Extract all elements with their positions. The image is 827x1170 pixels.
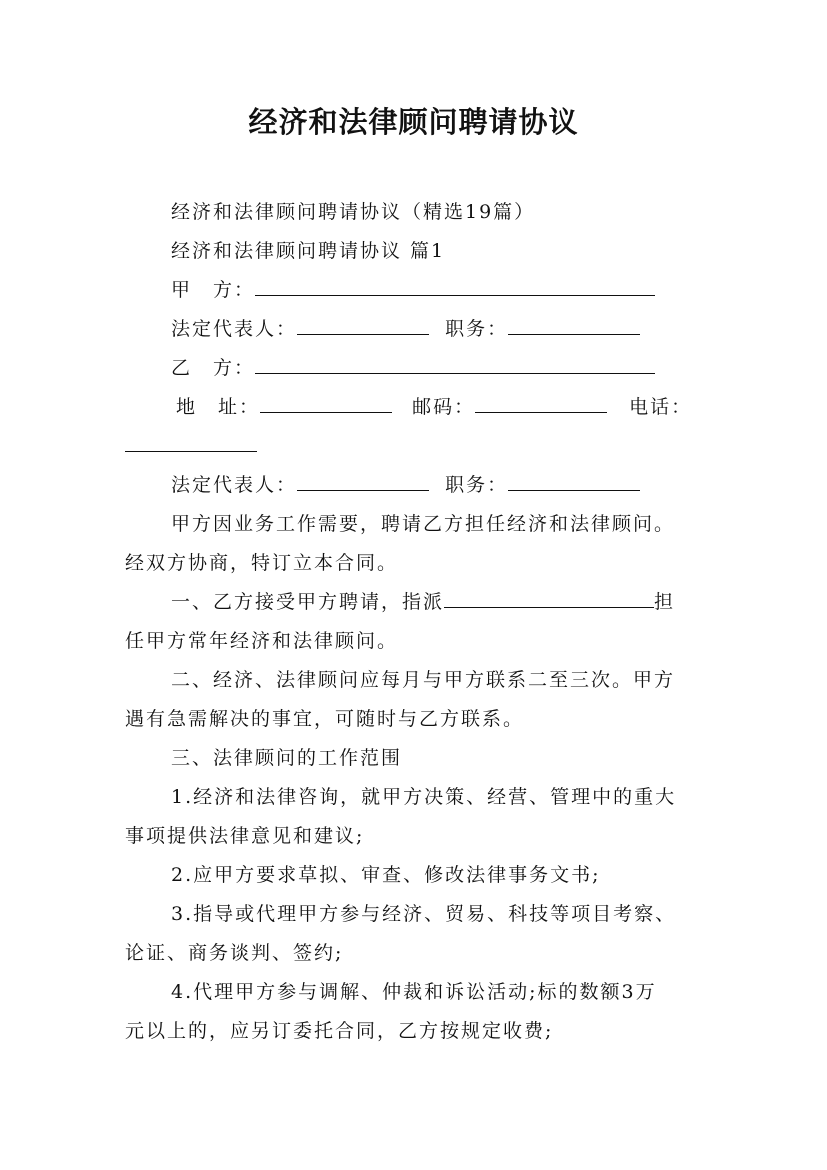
clause-1-line-1 <box>171 589 675 615</box>
item-4-line-1: 4.代理甲方参与调解、仲裁和诉讼活动;标的数额3万 <box>171 981 657 1003</box>
position-label-2: 职务： <box>445 474 509 496</box>
item-4-line-2: 元以上的，应另订委托合同，乙方按规定收费; <box>125 1020 554 1042</box>
legal-rep-label: 法定代表人： <box>171 318 298 340</box>
position-label: 职务： <box>445 318 509 340</box>
party-a-label: 甲 方： <box>171 279 256 301</box>
clause-2-line-1: 二、经济、法律顾问应每月与甲方联系二至三次。甲方 <box>171 669 676 691</box>
address-label: 地 址： <box>176 396 261 418</box>
phone-row-continued <box>125 433 257 459</box>
party-a-blank <box>255 277 655 296</box>
document-title: 经济和法律顾问聘请协议 <box>248 105 579 139</box>
clause-1-line-2: 任甲方常年经济和法律顾问。 <box>125 630 399 652</box>
clause-2-line-2: 遇有急需解决的事宜，可随时与乙方联系。 <box>125 708 525 730</box>
position-blank <box>508 316 640 335</box>
legal-rep-blank-2 <box>297 472 429 491</box>
item-3-line-2: 论证、商务谈判、签约; <box>125 942 344 964</box>
position-blank-2 <box>508 472 640 491</box>
legal-rep-row-2 <box>171 472 640 498</box>
item-2-line: 2.应甲方要求草拟、审查、修改法律事务文书; <box>171 864 601 886</box>
legal-rep-row <box>171 316 640 342</box>
intro-paragraph-line-2: 经双方协商，特订立本合同。 <box>125 552 399 574</box>
legal-rep-blank <box>297 316 429 335</box>
clause-3-heading: 三、法律顾问的工作范围 <box>171 747 403 769</box>
party-b-row <box>171 355 655 381</box>
postcode-blank <box>475 394 607 413</box>
party-b-blank <box>255 355 655 374</box>
address-row <box>176 394 692 420</box>
phone-label: 电话： <box>629 396 693 418</box>
item-3-line-1: 3.指导或代理甲方参与经济、贸易、科技等项目考察、 <box>171 903 677 925</box>
intro-paragraph-line-1: 甲方因业务工作需要，聘请乙方担任经济和法律顾问。 <box>171 513 676 535</box>
postcode-label: 邮码： <box>412 396 476 418</box>
item-1-line-2: 事项提供法律意见和建议; <box>125 825 365 847</box>
document-subtitle: 经济和法律顾问聘请协议（精选19篇） <box>171 201 536 223</box>
address-blank <box>260 394 392 413</box>
article-heading: 经济和法律顾问聘请协议 篇1 <box>171 240 446 262</box>
clause-1-tail: 担 <box>654 591 676 613</box>
phone-blank <box>125 433 257 452</box>
item-1-line-1: 1.经济和法律咨询，就甲方决策、经营、管理中的重大 <box>171 786 677 808</box>
clause-1-blank <box>444 589 654 608</box>
legal-rep-label-2: 法定代表人： <box>171 474 298 496</box>
party-b-label: 乙 方： <box>171 357 256 379</box>
party-a-row <box>171 277 655 303</box>
clause-1-text: 一、乙方接受甲方聘请，指派 <box>171 591 445 613</box>
